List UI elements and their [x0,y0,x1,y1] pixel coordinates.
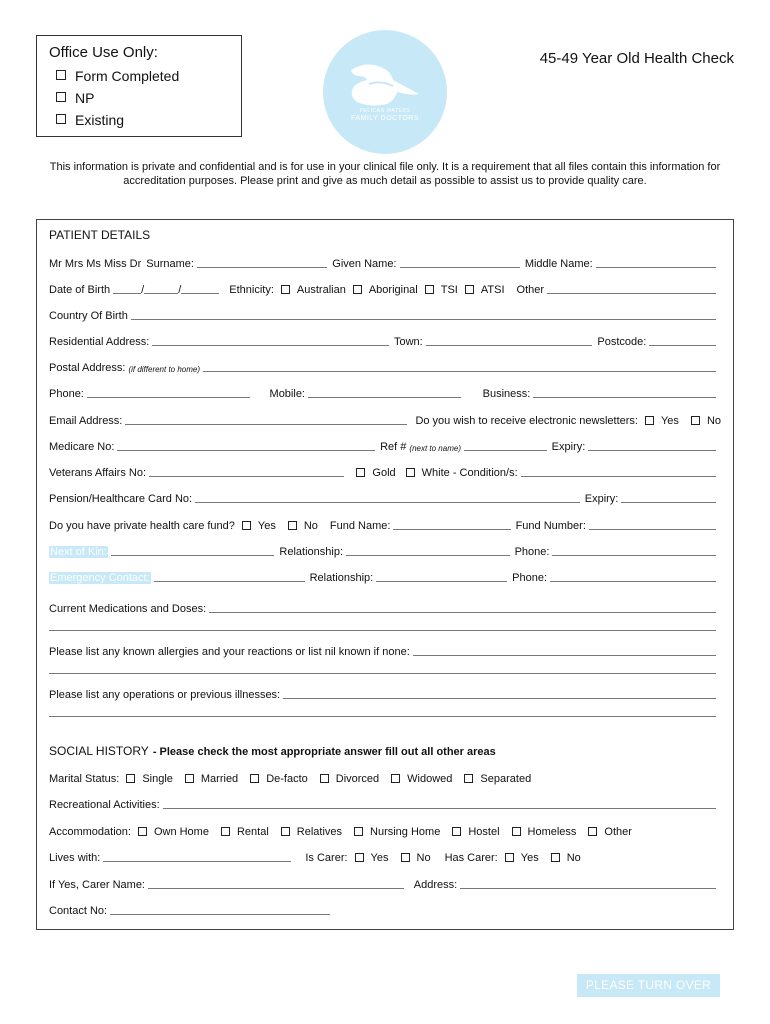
given-name-label: Given Name: [332,258,397,270]
newsletter-no-checkbox[interactable] [691,416,700,425]
contact-no-field[interactable] [110,904,330,915]
emergency-phone-label: Phone: [512,572,548,584]
divorced-checkbox[interactable] [320,774,329,783]
form-completed-checkbox[interactable] [56,70,66,80]
newsletter-yes-checkbox[interactable] [645,416,654,425]
residential-address-label: Residential Address: [49,336,150,348]
lives-with-field[interactable] [103,851,291,862]
private-fund-question: Do you have private health care fund? [49,520,235,532]
emergency-contact-row [49,570,721,584]
carer-address-field[interactable] [460,878,716,889]
business-field[interactable] [533,387,716,398]
medications-row [49,601,721,615]
marital-status-label: Marital Status: [49,773,120,785]
emergency-relationship-field[interactable] [376,571,507,582]
dob-ethnicity-row: Date of Birth / / Ethnicity: Australian Aboriginal TSI ATSI Other [49,282,721,296]
fund-number-label: Fund Number: [515,520,586,532]
aboriginal-checkbox[interactable] [353,285,362,294]
fund-number-field[interactable] [589,519,716,530]
surname-label: Surname: [146,258,194,270]
please-turn-over-label: PLEASE TURN OVER [577,974,720,997]
logo-text-bottom: FAMILY DOCTORS [350,115,420,122]
medicare-expiry-field[interactable] [588,440,716,451]
hostel-checkbox[interactable] [452,827,461,836]
pelican-icon [323,30,447,154]
tsi-checkbox[interactable] [425,285,434,294]
town-label: Town: [393,336,423,348]
middle-name-label: Middle Name: [524,258,593,270]
relatives-checkbox[interactable] [281,827,290,836]
medicare-field[interactable] [117,440,375,451]
separated-checkbox[interactable] [464,774,473,783]
postal-note: (if different to home) [128,365,201,374]
defacto-checkbox[interactable] [250,774,259,783]
lives-with-label: Lives with: [49,852,101,864]
ref-field[interactable] [464,440,547,451]
clinic-logo [323,30,447,154]
white-checkbox[interactable] [406,468,415,477]
phone-field[interactable] [87,387,250,398]
allergies-row [49,644,721,658]
newsletter-question: Do you wish to receive electronic newsletters: [415,415,638,427]
private-fund-row: Do you have private health care fund? Yes No Fund Name: Fund Number: [49,518,721,532]
married-checkbox[interactable] [185,774,194,783]
has-carer-yes-checkbox[interactable] [505,853,514,862]
accommodation-label: Accommodation: [49,826,131,838]
own-home-checkbox[interactable] [138,827,147,836]
pension-expiry-label: Expiry: [584,493,619,505]
country-of-birth-field[interactable] [131,309,716,320]
email-field[interactable] [125,414,407,425]
emergency-phone-field[interactable] [550,571,716,582]
medicare-row [49,439,721,453]
pension-field[interactable] [195,492,580,503]
ethnicity-other-label: Other [516,284,545,296]
atsi-checkbox[interactable] [465,285,474,294]
dob-label: Date of Birth [49,284,111,296]
is-carer-no-checkbox[interactable] [401,853,410,862]
widowed-checkbox[interactable] [391,774,400,783]
dob-day-field[interactable] [113,283,141,294]
white-condition-field[interactable] [521,466,716,477]
email-row: Email Address: Do you wish to receive electronic newsletters: Yes No [49,415,721,427]
recreational-row [49,797,721,811]
residential-address-field[interactable] [152,335,389,346]
ref-label: Ref # [380,441,407,453]
postal-row [49,360,721,374]
medicare-label: Medicare No: [49,441,115,453]
carer-name-field[interactable] [148,878,404,889]
nursing-home-checkbox[interactable] [354,827,363,836]
document-title: 45-49 Year Old Health Check [539,50,734,67]
surname-field[interactable] [197,257,327,268]
kin-phone-field[interactable] [552,545,716,556]
kin-relationship-field[interactable] [346,545,510,556]
ethnicity-label: Ethnicity: [229,284,274,296]
np-checkbox[interactable] [56,92,66,102]
existing-checkbox[interactable] [56,114,66,124]
dob-month-field[interactable] [144,283,178,294]
allergies-field-line2[interactable] [49,673,716,674]
social-history-heading: SOCIAL HISTORY - Please check the most appropriate answer fill out all other areas [49,744,496,758]
accommodation-other-checkbox[interactable] [588,827,597,836]
next-of-kin-row [49,544,721,558]
veterans-label: Veterans Affairs No: [49,467,147,479]
residential-row [49,334,721,348]
carer-name-label: If Yes, Carer Name: [49,879,145,891]
lives-with-row: Lives with: Is Carer: Yes No Has Carer: Yes No [49,852,581,864]
postcode-label: Postcode: [597,336,647,348]
office-use-title: Office Use Only: [49,44,158,61]
carer-name-row [49,877,721,891]
fund-name-label: Fund Name: [329,520,391,532]
contact-no-row [49,903,721,917]
medicare-expiry-label: Expiry: [551,441,586,453]
kin-relationship-label: Relationship: [279,546,344,558]
recreational-label: Recreational Activities: [49,799,160,811]
carer-address-label: Address: [413,879,458,891]
next-of-kin-field[interactable] [111,545,275,556]
town-field[interactable] [426,335,593,346]
office-use-box [36,35,242,137]
recreational-field[interactable] [163,798,716,809]
honorifics-label: Mr Mrs Ms Miss Dr [49,258,142,270]
homeless-checkbox[interactable] [512,827,521,836]
given-name-field[interactable] [400,257,520,268]
australian-checkbox[interactable] [281,285,290,294]
patient-form [36,219,734,930]
fund-name-field[interactable] [393,519,510,530]
logo-text-top: PELICAN WATERS [359,108,411,114]
next-of-kin-label: Next of Kin: [50,546,107,558]
allergies-label: Please list any known allergies and your reactions or list nil known if none: [49,646,410,658]
kin-phone-label: Phone: [514,546,550,558]
medications-field-line2[interactable] [49,630,716,631]
pension-label: Pension/Healthcare Card No: [49,493,193,505]
name-row [49,256,721,270]
operations-row [49,687,721,701]
has-carer-no-checkbox[interactable] [551,853,560,862]
mobile-label: Mobile: [269,388,305,400]
accommodation-row: Accommodation: Own Home Rental Relatives Nursing Home Hostel Homeless Other [49,826,632,838]
country-row [49,308,721,322]
postal-address-field[interactable] [203,361,716,372]
office-form-completed[interactable]: Form Completed [49,68,229,84]
fund-no-checkbox[interactable] [288,521,297,530]
dob-year-field[interactable] [181,283,219,294]
single-checkbox[interactable] [126,774,135,783]
operations-label: Please list any operations or previous illnesses: [49,689,281,701]
social-history-note: - Please check the most appropriate answer fill out all other areas [152,746,496,758]
is-carer-label: Is Carer: [305,852,348,864]
pension-expiry-field[interactable] [621,492,716,503]
intro-paragraph: This information is private and confidential and is for use in your clinical file only. It is a requirement that all files contain this information for accreditation purposes. Please print and give as much detail as possible to assist us to provide quality care. [49,161,721,187]
veterans-field[interactable] [149,466,344,477]
ref-note: (next to name) [409,444,461,453]
contact-no-label: Contact No: [49,905,108,917]
ethnicity-other-field[interactable] [547,283,716,294]
operations-field[interactable] [283,688,716,699]
phone-row [49,386,721,400]
is-carer-yes-checkbox[interactable] [355,853,364,862]
gold-checkbox[interactable] [356,468,365,477]
mobile-field[interactable] [308,387,461,398]
has-carer-label: Has Carer: [444,852,498,864]
email-label: Email Address: [49,415,123,427]
postcode-field[interactable] [649,335,716,346]
veterans-row: Veterans Affairs No: Gold White - Condition/s: [49,465,721,479]
postal-address-label: Postal Address: [49,362,126,374]
emergency-contact-label: Emergency Contact: [50,572,150,584]
office-np[interactable]: NP [49,90,229,106]
middle-name-field[interactable] [596,257,716,268]
allergies-field[interactable] [413,645,716,656]
business-label: Business: [482,388,531,400]
emergency-relationship-label: Relationship: [309,572,374,584]
marital-row: Marital Status: Single Married De-facto Divorced Widowed Separated [49,773,532,785]
rental-checkbox[interactable] [221,827,230,836]
operations-field-line2[interactable] [49,716,716,717]
medications-label: Current Medications and Doses: [49,603,207,615]
office-existing[interactable]: Existing [49,112,229,128]
medications-field[interactable] [209,602,716,613]
fund-yes-checkbox[interactable] [242,521,251,530]
pension-row [49,491,721,505]
emergency-contact-field[interactable] [154,571,305,582]
country-of-birth-label: Country Of Birth [49,310,128,322]
phone-label: Phone: [49,388,84,400]
patient-details-heading: PATIENT DETAILS [49,228,151,242]
